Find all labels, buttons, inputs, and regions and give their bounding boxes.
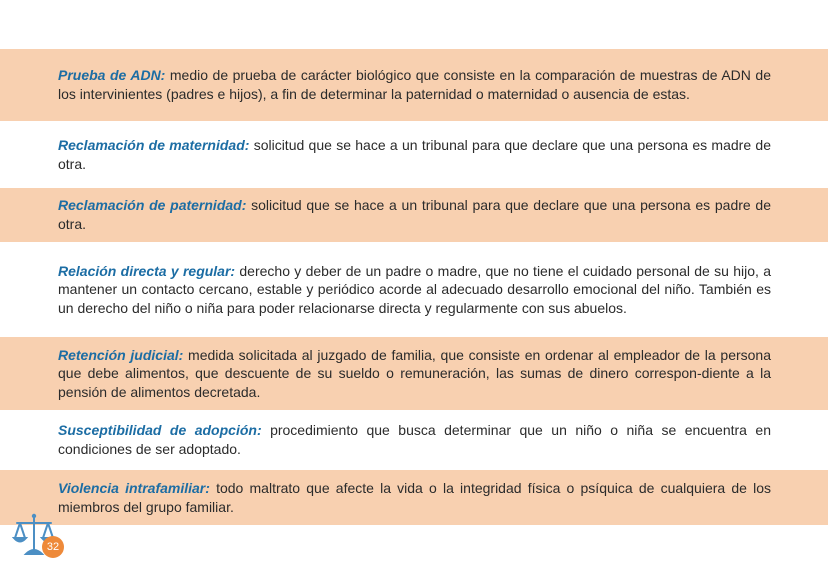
page-footer	[12, 512, 72, 562]
glossary-term: Susceptibilidad de adopción:	[58, 422, 262, 439]
glossary-definition: derecho y deber de un padre o madre, que no tiene el cuidado personal de su hijo, a mantener un contacto cercano, estable y periódico acorde al adecuado desarrollo emocional del niño. También es un derecho del niño o niña para poder relacionarse directa y regularmente con sus abuelos.	[58, 262, 772, 316]
glossary-term: Violencia intrafamiliar:	[58, 479, 210, 496]
glossary-term: Prueba de ADN:	[58, 67, 166, 84]
glossary-entry-reclamacion-maternidad	[0, 121, 828, 188]
glossary-term: Reclamación de maternidad:	[58, 136, 250, 153]
glossary-entry-relacion-directa	[0, 242, 828, 337]
glossary-entry-susceptibilidad-adopcion	[0, 410, 828, 470]
glossary-term: Reclamación de paternidad:	[58, 197, 247, 214]
glossary-definition: todo maltrato que afecte la vida o la integridad física o psíquica de cualquiera de los miembros del grupo familiar.	[58, 479, 771, 515]
glossary-definition: medida solicitada al juzgado de familia, que consiste en ordenar al empleador de la persona que debe alimentos, que descuente de su sueldo o remuneración, las sumas de dinero correspon-diente a la pensión de alimentos decretada.	[58, 346, 772, 400]
glossary-list	[0, 49, 828, 525]
glossary-entry-prueba-adn	[0, 49, 828, 121]
glossary-definition: medio de prueba de carácter biológico que consiste en la comparación de muestras de ADN de los intervinientes (padres e hijos), a fin de determinar la paternidad o maternidad o ausencia de estas.	[58, 67, 771, 102]
page-number-badge: 32	[42, 536, 64, 558]
glossary-definition: solicitud que se hace a un tribunal para que declare que una persona es padre de otra.	[58, 197, 771, 232]
glossary-term: Relación directa y regular:	[58, 262, 236, 279]
glossary-entry-retencion-judicial	[0, 337, 828, 410]
glossary-entry-violencia-intrafamiliar	[0, 470, 828, 525]
glossary-entry-reclamacion-paternidad	[0, 188, 828, 242]
glossary-definition: solicitud que se hace a un tribunal para que declare que una persona es madre de otra.	[58, 136, 771, 172]
glossary-term: Retención judicial:	[58, 346, 184, 363]
glossary-definition: procedimiento que busca determinar que un niño o niña se encuentra en condiciones de ser adoptado.	[58, 422, 771, 457]
